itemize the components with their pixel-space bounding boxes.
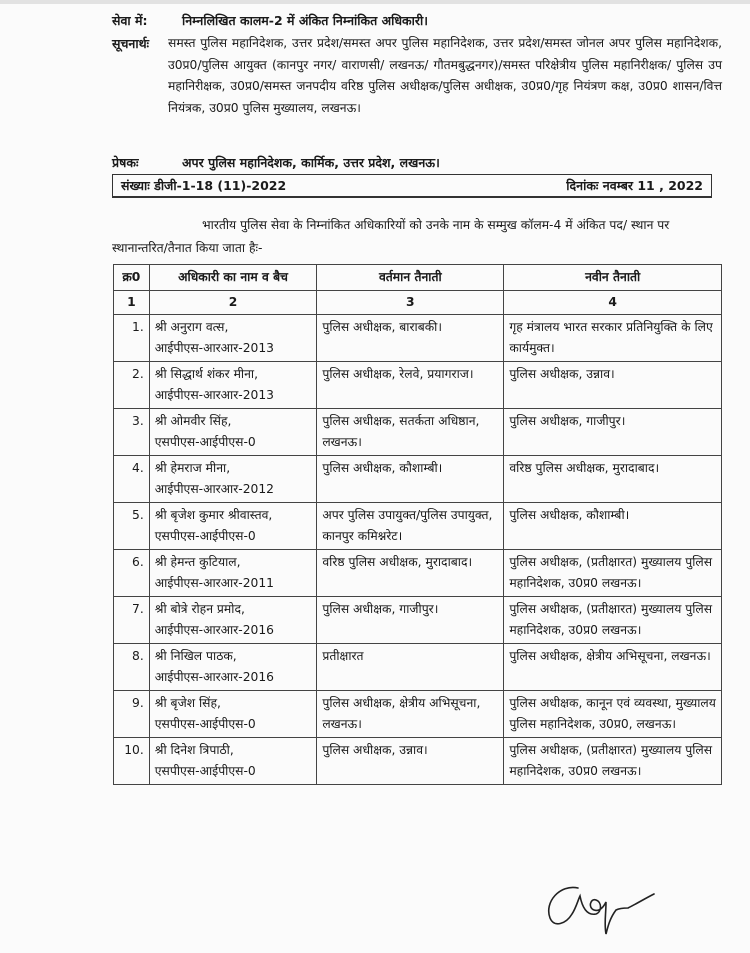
officer-batch: आईपीएस-आरआर-2013 — [154, 388, 275, 402]
signature-icon — [540, 880, 660, 944]
to-line — [112, 10, 722, 32]
cc-text: समस्त पुलिस महानिदेशक, उत्तर प्रदेश/समस्त अपर पुलिस महानिदेशक, उत्तर प्रदेश/समस्त जोनल अपर पुलिस महानिदेशक, उ0प्र0/पुलिस आयुक्त (कानपुर नगर/ वाराणसी/ लखनऊ/ गौतमबुद्धनगर)/समस्त परिक्षेत्रीय पुलिस महानिरीक्षक/ पुलिस उप महानिरीक्षक, उ0प्र0/समस्त जनपदीय वरिष्ठ पुलिस अधीक्षक/पुलिस अधीक्षक, उ0प्र0/गृह नियंत्रण कक्ष, उ0प्र0 शासन/वित्त नियंत्रक, उ0प्र0 पुलिस मुख्यालय, लखनऊ। — [168, 36, 723, 115]
row-new: पुलिस अधीक्षक, क्षेत्रीय अभिसूचना, लखनऊ। — [504, 644, 722, 691]
officer-batch: आईपीएस-आरआर-2016 — [154, 623, 275, 637]
header-sno: क्र0 — [114, 265, 150, 291]
reference-date: दिनांकः नवम्बर 11 , 2022 — [566, 178, 703, 193]
table-row — [114, 456, 722, 503]
officer-name: श्री बोत्रे रोहन प्रमोद, — [154, 602, 245, 616]
row-officer — [149, 362, 317, 409]
officer-batch: आईपीएस-आरआर-2012 — [154, 482, 275, 496]
row-new: पुलिस अधीक्षक, (प्रतीक्षारत) मुख्यालय पुलिस महानिदेशक, उ0प्र0 लखनऊ। — [504, 738, 722, 785]
row-current: पुलिस अधीक्षक, क्षेत्रीय अभिसूचना, लखनऊ। — [317, 691, 504, 738]
reference-box — [112, 174, 712, 198]
row-current: पुलिस अधीक्षक, कौशाम्बी। — [317, 456, 504, 503]
table-row — [114, 597, 722, 644]
officer-name: श्री बृजेश सिंह, — [154, 696, 221, 710]
officer-batch: एसपीएस-आईपीएस-0 — [154, 435, 256, 449]
row-sno: 1. — [114, 315, 150, 362]
row-sno: 2. — [114, 362, 150, 409]
from-line — [112, 152, 722, 174]
officer-name: श्री ओमवीर सिंह, — [154, 414, 232, 428]
row-officer — [149, 691, 317, 738]
row-new: पुलिस अधीक्षक, कानून एवं व्यवस्था, मुख्यालय पुलिस महानिदेशक, उ0प्र0, लखनऊ। — [504, 691, 722, 738]
row-officer — [149, 597, 317, 644]
table-header-row — [114, 265, 722, 291]
officer-name: श्री अनुराग वत्स, — [154, 320, 229, 334]
intro-text: भारतीय पुलिस सेवा के निम्नांकित अधिकारियों को उनके नाम के सम्मुख कॉलम-4 में अंकित पद/ स्थान पर स्थानान्तरित/तैनात किया जाता हैः- — [112, 218, 670, 255]
officer-name: श्री सिद्धार्थ शंकर मीना, — [154, 367, 259, 381]
row-new: गृह मंत्रालय भारत सरकार प्रतिनियुक्ति के लिए कार्यमुक्त। — [504, 315, 722, 362]
reference-number: संख्याः डीजी-1-18 (11)-2022 — [121, 178, 287, 193]
col-num-1: 1 — [114, 291, 150, 315]
row-officer — [149, 456, 317, 503]
row-new: पुलिस अधीक्षक, (प्रतीक्षारत) मुख्यालय पुलिस महानिदेशक, उ0प्र0 लखनऊ। — [504, 550, 722, 597]
row-new: वरिष्ठ पुलिस अधीक्षक, मुरादाबाद। — [504, 456, 722, 503]
row-officer — [149, 409, 317, 456]
table-row — [114, 362, 722, 409]
row-new: पुलिस अधीक्षक, गाजीपुर। — [504, 409, 722, 456]
col-num-3: 3 — [317, 291, 504, 315]
row-new: पुलिस अधीक्षक, उन्नाव। — [504, 362, 722, 409]
header-officer: अधिकारी का नाम व बैच — [149, 265, 317, 291]
table-row — [114, 644, 722, 691]
col-num-4: 4 — [504, 291, 722, 315]
from-text: अपर पुलिस महानिदेशक, कार्मिक, उत्तर प्रदेश, लखनऊ। — [182, 155, 440, 170]
officer-batch: एसपीएस-आईपीएस-0 — [154, 764, 256, 778]
row-sno: 3. — [114, 409, 150, 456]
table-row — [114, 409, 722, 456]
to-text: निम्नलिखित कालम-2 में अंकित निम्नांकित अधिकारी। — [182, 13, 428, 28]
table-row — [114, 550, 722, 597]
table-row — [114, 503, 722, 550]
officer-name: श्री हेमन्त कुटियाल, — [154, 555, 241, 569]
cc-label: सूचनार्थः — [112, 36, 150, 51]
table-row — [114, 738, 722, 785]
officer-name: श्री हेमराज मीना, — [154, 461, 231, 475]
officer-batch: आईपीएस-आरआर-2013 — [154, 341, 275, 355]
row-officer — [149, 550, 317, 597]
from-label: प्रेषकः — [112, 155, 139, 170]
row-current: पुलिस अधीक्षक, उन्नाव। — [317, 738, 504, 785]
row-current: वरिष्ठ पुलिस अधीक्षक, मुरादाबाद। — [317, 550, 504, 597]
to-label: सेवा में: — [112, 13, 148, 28]
row-officer — [149, 644, 317, 691]
intro-paragraph — [112, 214, 722, 260]
row-sno: 8. — [114, 644, 150, 691]
row-sno: 7. — [114, 597, 150, 644]
row-current: पुलिस अधीक्षक, गाजीपुर। — [317, 597, 504, 644]
officer-name: श्री बृजेश कुमार श्रीवास्तव, — [154, 508, 273, 522]
cc-line — [112, 33, 722, 119]
row-officer — [149, 738, 317, 785]
row-current: प्रतीक्षारत — [317, 644, 504, 691]
header-current-posting: वर्तमान तैनाती — [317, 265, 504, 291]
row-officer — [149, 503, 317, 550]
row-sno: 5. — [114, 503, 150, 550]
row-sno: 4. — [114, 456, 150, 503]
officer-name: श्री निखिल पाठक, — [154, 649, 237, 663]
page-top-edge — [0, 0, 750, 4]
col-num-2: 2 — [149, 291, 317, 315]
officer-batch: एसपीएस-आईपीएस-0 — [154, 717, 256, 731]
table-row — [114, 691, 722, 738]
column-number-row — [114, 291, 722, 315]
transfer-table — [113, 264, 722, 785]
row-new: पुलिस अधीक्षक, कौशाम्बी। — [504, 503, 722, 550]
row-current: पुलिस अधीक्षक, बाराबकी। — [317, 315, 504, 362]
row-sno: 10. — [114, 738, 150, 785]
officer-batch: एसपीएस-आईपीएस-0 — [154, 529, 256, 543]
row-current: अपर पुलिस उपायुक्त/पुलिस उपायुक्त, कानपुर कमिश्नरेट। — [317, 503, 504, 550]
row-new: पुलिस अधीक्षक, (प्रतीक्षारत) मुख्यालय पुलिस महानिदेशक, उ0प्र0 लखनऊ। — [504, 597, 722, 644]
row-current: पुलिस अधीक्षक, सतर्कता अधिष्ठान, लखनऊ। — [317, 409, 504, 456]
row-current: पुलिस अधीक्षक, रेलवे, प्रयागराज। — [317, 362, 504, 409]
row-sno: 9. — [114, 691, 150, 738]
table-row — [114, 315, 722, 362]
officer-batch: आईपीएस-आरआर-2011 — [154, 576, 275, 590]
header-new-posting: नवीन तैनाती — [504, 265, 722, 291]
officer-name: श्री दिनेश त्रिपाठी, — [154, 743, 234, 757]
row-sno: 6. — [114, 550, 150, 597]
row-officer — [149, 315, 317, 362]
officer-batch: आईपीएस-आरआर-2016 — [154, 670, 275, 684]
